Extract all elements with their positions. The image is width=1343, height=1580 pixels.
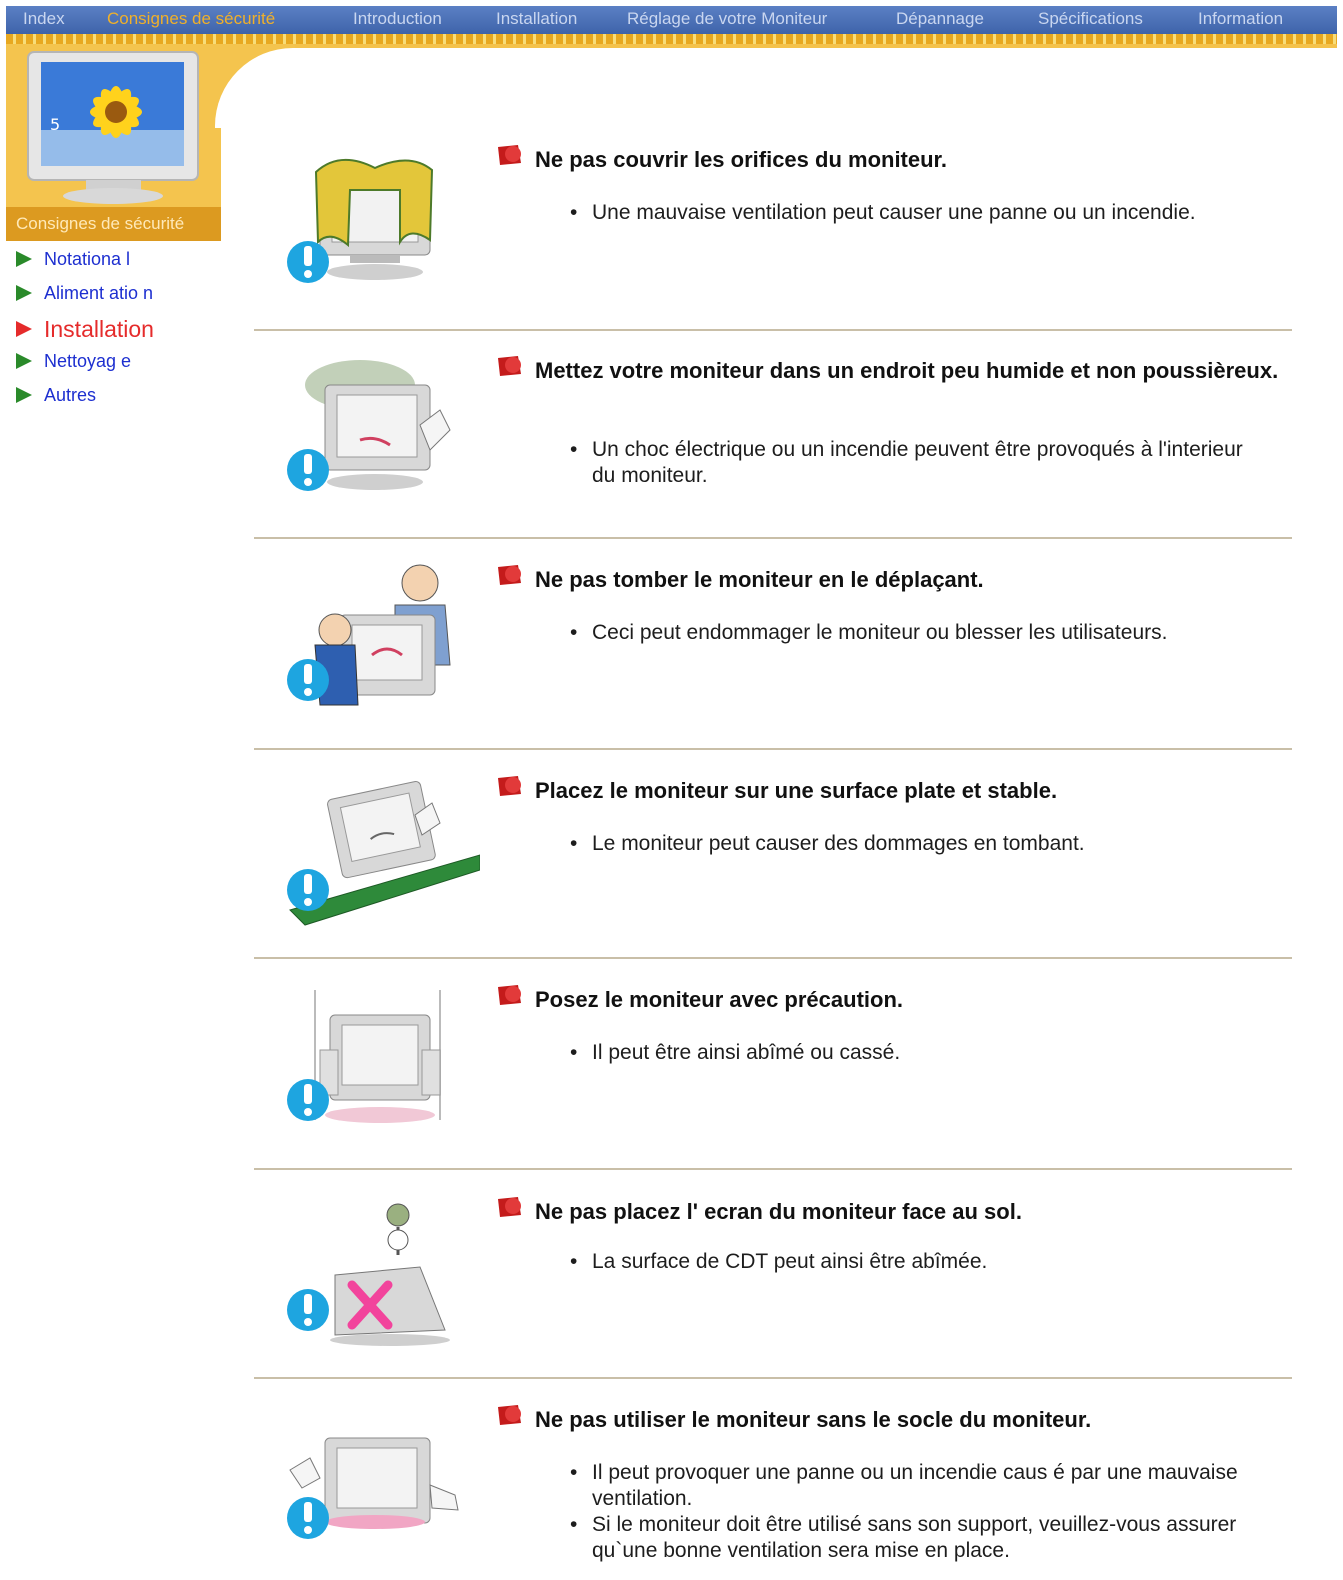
- sidebar-item-alimentation[interactable]: [16, 280, 153, 306]
- red-bullet-icon: [496, 775, 522, 797]
- sidebar-item-label: Nettoyag e: [44, 350, 132, 371]
- arrow-right-icon: [16, 387, 32, 403]
- bullet-item: • Si le moniteur doit être utilisé sans son support, veuillez-vous assurer qu`une bonne ventilation sera mise en place.: [570, 1512, 1260, 1564]
- section-divider: [254, 748, 1292, 750]
- monitor-carrying-illustration: [280, 555, 480, 735]
- section-divider: [254, 1377, 1292, 1379]
- section-divider: [254, 537, 1292, 539]
- section-divider: [254, 1168, 1292, 1170]
- red-bullet-icon: [496, 564, 522, 586]
- section-bullets: [570, 1460, 1260, 1564]
- section-heading: Ne pas placez l' ecran du moniteur face au sol.: [496, 1198, 1286, 1225]
- arrow-right-icon: [16, 251, 32, 267]
- red-bullet-icon: [496, 1196, 522, 1218]
- bullet-item: • Le moniteur peut causer des dommages en tombant.: [570, 831, 1260, 857]
- top-navigation-bar: [6, 6, 1337, 34]
- sidebar-title: Consignes de sécurité: [6, 207, 221, 241]
- section-heading: Posez le moniteur avec précaution.: [496, 986, 1286, 1013]
- monitor-unstable-surface-illustration: [280, 765, 480, 945]
- tab-index[interactable]: Index: [23, 9, 65, 28]
- sidebar-item-autres[interactable]: [16, 382, 96, 408]
- red-bullet-icon: [496, 984, 522, 1006]
- section-heading: Ne pas couvrir les orifices du moniteur.: [496, 146, 1286, 173]
- section-heading: Ne pas tomber le moniteur en le déplaçant.: [496, 566, 1286, 593]
- section-heading: Placez le moniteur sur une surface plate et stable.: [496, 777, 1286, 804]
- sidebar-item-nettoyage[interactable]: [16, 348, 131, 374]
- section-bullets: [570, 200, 1260, 226]
- tab-information[interactable]: Information: [1198, 9, 1284, 28]
- header-corner-curve: [215, 44, 295, 124]
- section-divider: [254, 957, 1292, 959]
- arrow-right-icon: [16, 321, 32, 337]
- tab-depannage[interactable]: Dépannage: [896, 9, 984, 28]
- bullet-item: • Il peut provoquer une panne ou un incendie caus é par une mauvaise ventilation.: [570, 1460, 1260, 1512]
- arrow-right-icon: [16, 353, 32, 369]
- nav-decorative-strip: [6, 34, 1337, 44]
- monitor-face-down-illustration: [280, 1195, 480, 1375]
- sidebar-item-installation[interactable]: [16, 316, 154, 342]
- section-bullets: [570, 1249, 1260, 1275]
- sidebar-item-label: Notationa l: [44, 248, 131, 269]
- section-heading: Mettez votre moniteur dans un endroit peu humide et non poussièreux.: [496, 357, 1286, 384]
- sidebar-item-label: Aliment atio n: [44, 282, 154, 303]
- tab-consignes-de-securite[interactable]: Consignes de sécurité: [107, 9, 276, 28]
- monitor-without-stand-illustration: [280, 1400, 480, 1580]
- bullet-item: • Une mauvaise ventilation peut causer une panne ou un incendie.: [570, 200, 1260, 226]
- section-bullets: [570, 620, 1260, 646]
- monitor-placing-illustration: [280, 980, 480, 1160]
- monitor-sunflower-logo: [26, 50, 201, 210]
- red-bullet-icon: [496, 1404, 522, 1426]
- bullet-item: • Il peut être ainsi abîmé ou cassé.: [570, 1040, 1260, 1066]
- bullet-item: • Ceci peut endommager le moniteur ou blesser les utilisateurs.: [570, 620, 1260, 646]
- bullet-item: • La surface de CDT peut ainsi être abîmée.: [570, 1249, 1260, 1275]
- tab-specifications[interactable]: Spécifications: [1038, 9, 1143, 28]
- sidebar-item-label: Installation: [44, 315, 154, 342]
- red-bullet-icon: [496, 144, 522, 166]
- sidebar-item-label: Autres: [44, 384, 97, 405]
- section-heading: Ne pas utiliser le moniteur sans le socle du moniteur.: [496, 1406, 1286, 1433]
- tab-reglage[interactable]: Réglage de votre Moniteur: [627, 9, 828, 28]
- monitor-covered-illustration: [280, 130, 480, 310]
- sidebar-item-notational[interactable]: [16, 246, 130, 272]
- monitor-humidity-illustration: [280, 340, 480, 520]
- section-bullets: [570, 437, 1260, 489]
- arrow-right-icon: [16, 285, 32, 301]
- bullet-item: • Un choc électrique ou un incendie peuvent être provoqués à l'interieur du moniteur.: [570, 437, 1260, 489]
- section-bullets: [570, 1040, 1260, 1066]
- tab-installation[interactable]: Installation: [496, 9, 578, 28]
- section-divider: [254, 329, 1292, 331]
- tab-introduction[interactable]: Introduction: [353, 9, 442, 28]
- section-bullets: [570, 831, 1260, 857]
- logo-number: 5: [50, 115, 61, 134]
- red-bullet-icon: [496, 355, 522, 377]
